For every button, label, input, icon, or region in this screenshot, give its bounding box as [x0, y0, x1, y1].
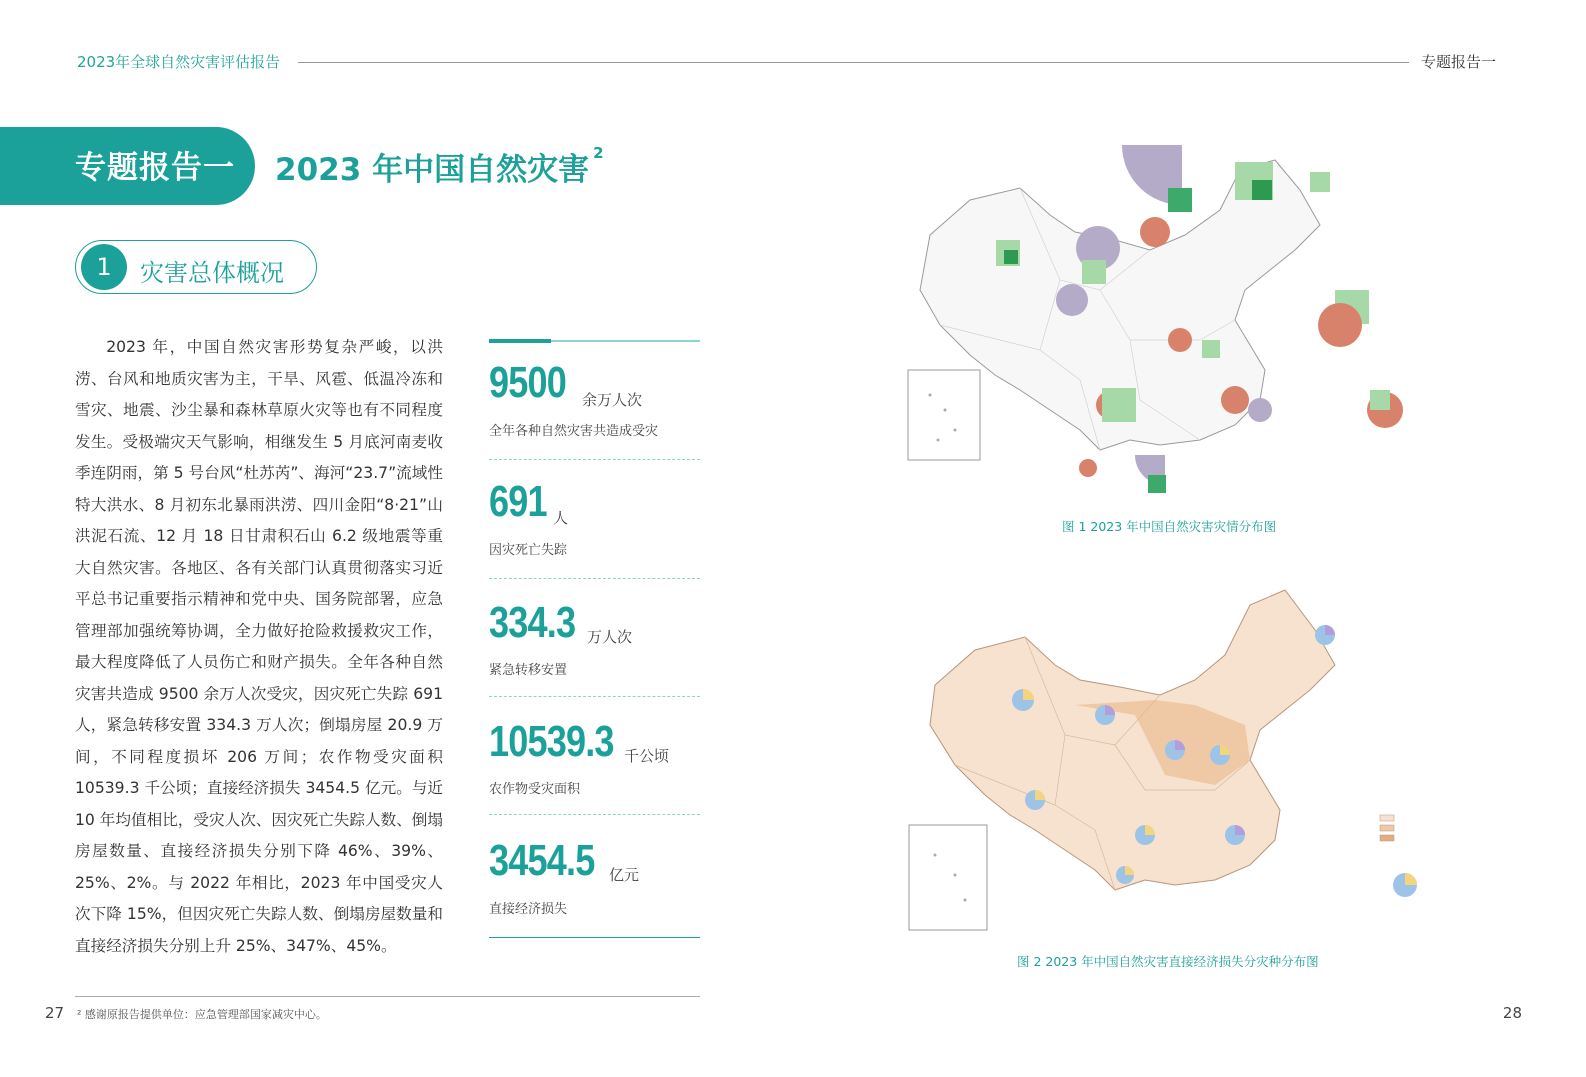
stat-economic-loss [489, 812, 700, 930]
report-title: 2023年全球自然灾害评估报告 [77, 53, 281, 71]
footnote: ² 感谢原报告提供单位：应急管理部国家减灾中心。 [77, 1008, 327, 1021]
stat-label: 直接经济损失 [489, 902, 568, 917]
page-number-left: 27 [45, 1004, 65, 1022]
header-divider [298, 62, 1496, 63]
section-title: 灾害总体概况 [140, 259, 284, 287]
stat-value: 10539.3 [489, 717, 614, 766]
stat-relocated [489, 576, 700, 694]
stat-label: 全年各种自然灾害共造成受灾 [489, 424, 659, 439]
map-inset-south-sea [908, 370, 980, 460]
stats-bottom-rule [489, 937, 700, 938]
stat-unit: 千公顷 [624, 747, 670, 765]
section-header-label: 专题报告一 [1409, 51, 1496, 72]
stat-unit: 亿元 [609, 866, 640, 884]
stat-value: 691 [489, 477, 547, 526]
stat-unit: 余万人次 [582, 391, 643, 409]
stat-unit: 万人次 [587, 628, 633, 646]
stat-label: 因灾死亡失踪 [489, 543, 568, 558]
footnote-rule [75, 996, 700, 997]
stats-column [489, 340, 700, 930]
stat-label: 紧急转移安置 [489, 663, 568, 678]
stat-deaths [489, 458, 700, 576]
economic-loss-map [905, 575, 1445, 945]
section-number-badge: 1 [81, 244, 127, 290]
page-number-right: 28 [1502, 1004, 1522, 1022]
disaster-distribution-map [900, 140, 1420, 510]
stat-label: 农作物受灾面积 [489, 782, 581, 797]
china-outline [930, 590, 1335, 890]
stat-value: 3454.5 [489, 836, 595, 885]
stat-affected [489, 340, 700, 458]
map-legend [1380, 815, 1417, 897]
stat-unit: 人 [553, 509, 569, 527]
stat-crops [489, 694, 700, 812]
figure-2-caption: 图 2 2023 年中国自然灾害直接经济损失分灾种分布图 [1017, 954, 1319, 969]
body-paragraph: 2023 年，中国自然灾害形势复杂严峻，以洪涝、台风和地质灾害为主，干旱、风雹、低温冷冻和雪灾、地震、沙尘暴和森林草原火灾等也有不同程度发生。受极端灾天气影响，相继发生 5 月底河南麦收季连阴雨，第 5 号台风“杜苏芮”、海河“23.7”流域性特大洪水、8 月初东北暴雨洪涝、四川金阳“8·21”山洪泥石流、12 月 18 日甘肃积石山 6.2 级地震等重大自然灾害。各地区、各有关部门认真贯彻落实习近平总书记重要指示精神和党中央、国务院部署，应急管理部加强统筹协调，全力做好抢险救援救灾工作，最大程度降低了人员伤亡和财产损失。全年各种自然灾害共造成 9500 余万人次受灾，因灾死亡失踪 691 人，紧急转移安置 334.3 万人次；倒塌房屋 20.9 万间，不同程度损坏 206 万间；农作物受灾面积 10539.3 千公顷；直接经济损失 3454.5 亿元。与近 10 年均值相比，受灾人次、因灾死亡失踪人数、倒塌房屋数量、直接经济损失分别下降 46%、39%、25%、2%。与 2022 年相比，2023 年中国受灾人次下降 15%，但因灾死亡失踪人数、倒塌房屋数量和直接经济损失分别上升 25%、347%、45%。 [75, 338, 443, 955]
map-inset-south-sea [909, 825, 987, 930]
figure-1-caption: 图 1 2023 年中国自然灾害灾情分布图 [1062, 519, 1277, 534]
chapter-title [275, 144, 604, 189]
chapter-title-text: 2023 年中国自然灾害 [275, 152, 590, 188]
map-legend [1367, 390, 1403, 428]
footnote-mark: 2 [593, 144, 604, 162]
chapter-banner-label: 专题报告一 [75, 150, 235, 186]
stat-value: 334.3 [489, 598, 576, 647]
stat-value: 9500 [489, 358, 566, 407]
